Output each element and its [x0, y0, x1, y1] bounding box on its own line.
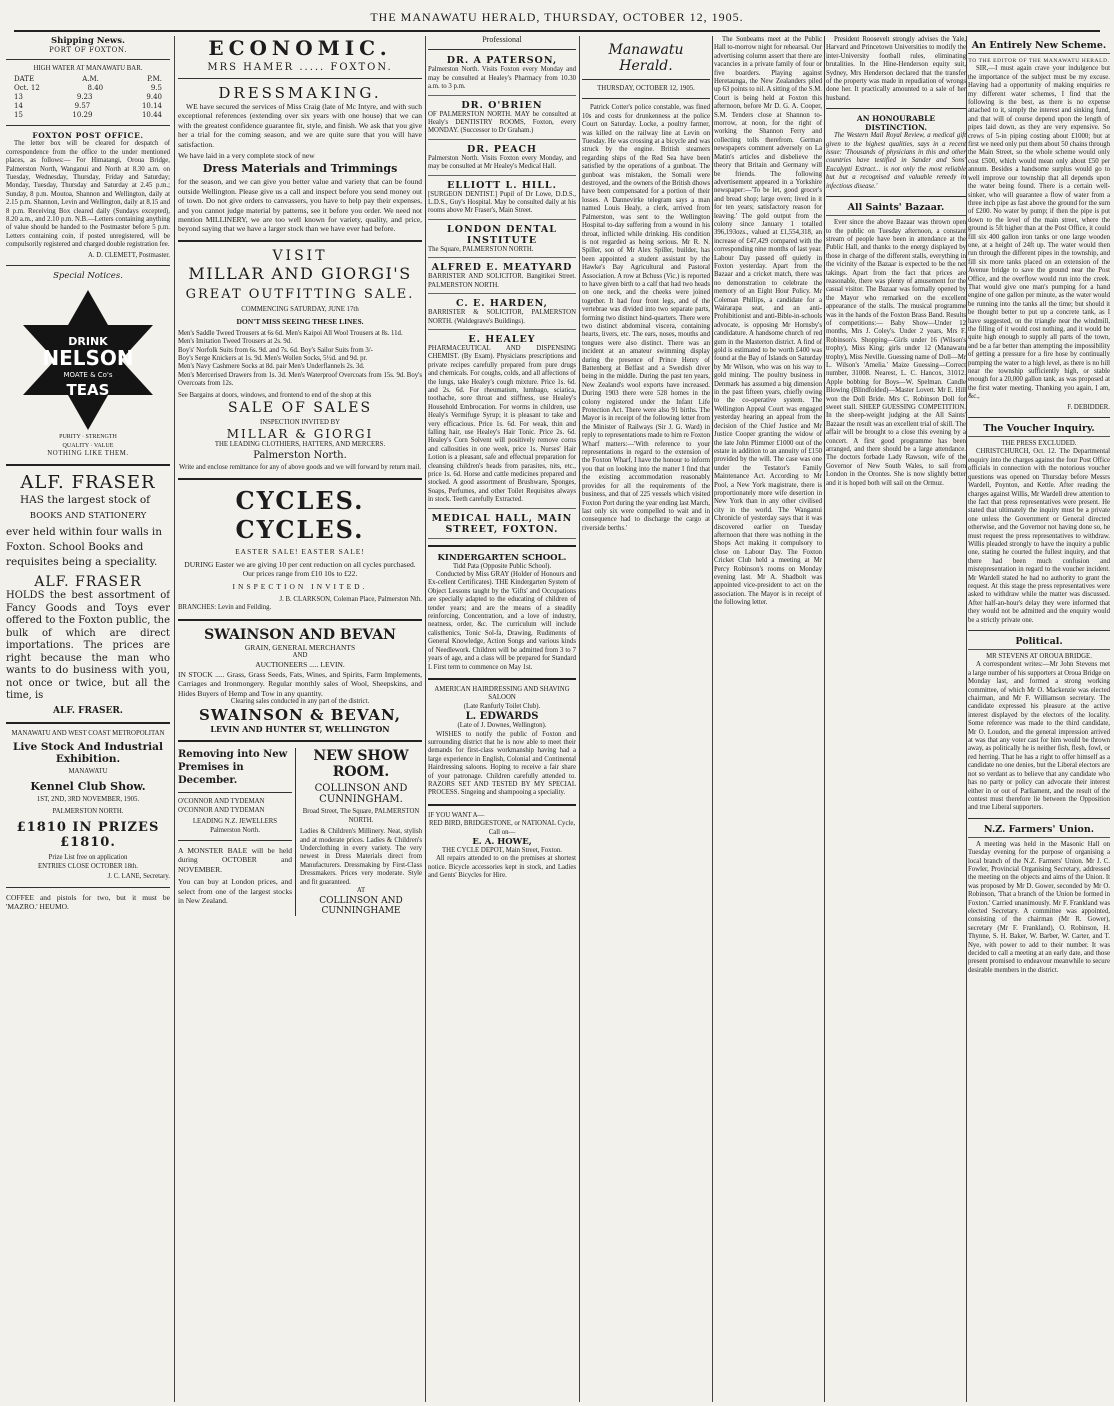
- tide-cell: 9.57: [74, 102, 91, 111]
- card-name: MEDICAL HALL, MAIN STREET, FOXTON.: [431, 512, 573, 535]
- card-text: [SURGEON DENTIST.] Pupil of Dr Lowe, D.D.S., L.D.S., Guy's Hospital. May be consulted daily at his rooms above Mr Fraser's, Main Street.: [428, 190, 576, 215]
- ladies-text: Ladies & Children's Millinery. Neat, stylish and at moderate prices. Ladies & Children's Underclothing in every variety. The very newest in Dress Materials direct from Manufacturers. Dressmaking by First-Class Dressmakers. Prices very moderate. Style and fit guaranteed.: [300, 828, 422, 886]
- dressmaking-text: WE have secured the services of Miss Craig (late of Mc Intyre, and with such exceptional references (extending over six years with one house) that we can with the greatest confidence guarantee fit, style, and finish. We ask that you give her a trial for the coming season, and we are quite sure that you will have satisfaction.: [178, 102, 422, 149]
- tide-cell: 10.44: [141, 111, 162, 120]
- card-name: DR. PEACH: [466, 143, 538, 155]
- sale-line: Men's Mercerised Drawers from 1s. 3d. Men's Waterproof Overcoats from 15s. 9d. Boy's Overcoats from 12s.: [178, 371, 422, 388]
- fraser-text-2: BOOKS AND STATIONERY: [29, 511, 147, 522]
- howe-text: All repairs attended to on the premises at shortest notice. Bicycle accessories kept in stock, and Ladies and Gents' Bicycles for Hire.: [428, 855, 576, 880]
- card-text: Palmerston North. Visits Foxton every Monday, and may be consulted at Mr Healey's Medical Hall.: [428, 154, 576, 171]
- divider: [6, 265, 170, 266]
- bazaar-heading: All Saints' Bazaar.: [826, 202, 966, 216]
- scheme-to: TO THE EDITOR OF THE MANAWATU HERALD.: [968, 58, 1110, 64]
- oconnor-advert: [178, 748, 296, 915]
- kennel-text-8: ENTRIES CLOSE OCTOBER 18th.: [38, 862, 138, 870]
- inspection-invited: INSPECTION INVITED.: [232, 582, 368, 592]
- and-text: AND: [292, 652, 308, 659]
- removing-premises: Removing into New Premises in December.: [178, 749, 288, 787]
- inspection-by: INSPECTION INVITED BY: [259, 418, 341, 426]
- coffee-notice: COFFEE and pistols for two, but it must be 'MAZRO.' HEUMO.: [6, 892, 170, 912]
- tide-cell: 10.14: [141, 102, 162, 111]
- professional-card: [428, 513, 576, 539]
- tide-cell: 13: [14, 93, 23, 102]
- dress-materials: Dress Materials and Trimmings: [202, 162, 398, 176]
- star-word-moate: MOATE & Co's: [63, 371, 113, 380]
- column-2: [178, 36, 422, 1402]
- divider: [826, 108, 966, 109]
- oroua-heading: MR STEVENS AT OROUA BRIDGE.: [986, 653, 1092, 660]
- palmerston-north-2: Palmerston North.: [210, 826, 260, 834]
- sale-line: Boy's Serge Knickers at 1s. 9d. Men's Wollen Socks, 5½d. and 9d. pr.: [178, 354, 368, 362]
- column-rule: [579, 36, 580, 1402]
- divider: [6, 887, 170, 888]
- news-text: The Sonbeams meet at the Public Hall to-morrow night for rehearsal. Our advertising column assert that there are vacancies in a private family of four or five boarders. Playing against Heretaunga, the New Zealanders piled up 63 points to nil. A sitting of the S.M. Court is being held at Foxton this afternoon, before Mr D. G. A. Cooper, S.M. Tenders close at Shannon to-morrow, at noon, for the right of working the Shannon Ferry and collecting tolls therefrom. German newspapers comment adversely on La Matin's articles and disbelieve the theory that Britain and Germany will be friends. The following advertisement appeared in a Yorkshire newspaper:—'To be let, good grocer's and bread shop; large oven; lived in it for ten years; satisfactory reason for leaving.' The gold output from the colony since January 1 totalled 396,193ozs., valued at £1,554,318, an increase of £47,429 compared with the corresponding nine months of last year. Labour Day passed off quietly in Foxton yesterday. Apart from the Bazaar and a cricket match, there was no demonstration to celebrate the memory of an Eight Hour Policy. Mr Coleman Phillips, a candidate for a Wairarapa seat, and an anti-Prohibitionist and anti-Bible-in-schools advocate, is opposing Mr Hornsby's candidature. A handsome church of red gum in the Masterton district. A find of gold is estimated to be worth £400 was found at the Bay of Islands on Saturday by Mr Wilson, who was on his way to gold mining. The poultry business in Denmark has assumed a big dimension in the past fifteen years, chiefly owing to the co-operative system. The Wellington Appeal Court was engaged yesterday hearing an appeal from the decision of the Chief Justice and Mr Justice Cooper granting the widow of the late John Plimmer £1000 out of the estate in addition to an annuity of £150 provided by the will. The case was one under the Testator's Family Maintenance Act. According to Mr Pool, a New York magistrate, there is proportionately more wife desertion in New York than in any other civilised city in the world. The Wanganui Chronicle of yesterday says that it was discovered earlier on Tuesday afternoon that there was nothing in the Shops Act making it compulsory to close on Labour Day. The Foxton Cricket Club held a meeting at Mr Percy Robinson's rooms on Monday evening last. Mr A. Shadbolt was appointed vice-president to act on the association. The Mayor is in receipt of the following letter.: [714, 36, 822, 607]
- collinson-name-2: COLLINSON AND CUNNINGHAME: [319, 895, 403, 916]
- dressmaking-text-2: for the season, and we can give you better value and variety that can be found outside Wellington. Please give us a call and inspect before you send money out of town. Do not give orders to canvassers, you have to help pay their expenses, and you cannot judge material by patterns, see it before you order. We need not mention MILLINERY, we are too well known for variety, quality, and price, beyond saying that we have a larger stock than we have ever had before.: [178, 177, 422, 234]
- easter-text: DURING Easter we are giving 10 per cent reduction on all cycles purchased. Our prices range from £10 10s to £22.: [184, 559, 416, 578]
- in-stock-text: IN STOCK ..... Grass, Grass Seeds, Fats, Wines, and Spirits, Farm Implements, Carriages and Ironmongery. Regular monthly sales of Wool, Sheepskins, and Hides Buyers of Hemp and Tow in any quantity.: [178, 669, 422, 698]
- divider: [6, 722, 170, 724]
- column-rule: [174, 36, 175, 1402]
- star-word-nelson: NELSON: [42, 346, 134, 371]
- tides-heading: HIGH WATER AT MANAWATU BAR.: [33, 65, 143, 72]
- kennel-text-6: PALMERSTON NORTH.: [52, 808, 124, 816]
- easter-sale: EASTER SALE! EASTER SALE!: [235, 547, 365, 557]
- fraser-text-3: ever held within four walls in Foxton. School Books and requisites being a speciality.: [6, 526, 163, 569]
- tide-cell: 8.40: [87, 84, 104, 93]
- want-list: RED BIRD, BRIDGESTONE, or NATIONAL Cycle, Call on—: [428, 820, 576, 836]
- divider: [178, 740, 422, 742]
- nothing-like-them: NOTHING LIKE THEM.: [47, 449, 129, 457]
- divider: [826, 196, 966, 197]
- sale-line: Men's Saddle Tweed Trousers at 6s 6d. Men's Kaipoi All Wool Trousers at 8s. 11d.: [178, 329, 403, 337]
- professional-card: [428, 100, 576, 140]
- dressmaking-heading: DRESSMAKING.: [218, 84, 382, 102]
- postmaster-signature: A. D. CLEMETT, Postmaster.: [88, 251, 170, 259]
- tide-cell: 14: [14, 102, 23, 111]
- monster-bale: A MONSTER BALE will be held during OCTOBER and NOVEMBER.: [178, 846, 292, 874]
- branches: BRANCHES: Levin and Feilding.: [178, 604, 272, 612]
- sale-line: Men's Navy Cashmere Socks at 8d. pair Men's Underflannels 2s. 3d.: [178, 363, 365, 371]
- dont-miss: DON'T MISS SEEING THESE LINES.: [236, 317, 364, 327]
- tide-row: [14, 93, 162, 102]
- tide-cell: A.M.: [82, 75, 99, 84]
- clarkson: J. B. CLARKSON, Coleman Place, Palmerston Nth.: [279, 595, 422, 603]
- edwards-text: WISHES to notify the public of Foxton and surrounding district that he is now able to meet their demands for first-class workmanship having had a large experience in English, Colonial and Continental Hairdressing saloons. Hoping to receive a fair share of your patronage. Children carefully attended to. RAZORS SET AND TESTED BY MY SPECIAL PROCESS. Singeing and shampooing a speciality.: [428, 730, 576, 797]
- professional-card: [428, 262, 576, 294]
- kindergarten-sub: Tidd Pata (Opposite Public School).: [452, 562, 552, 570]
- star-caption-bottom: QUALITY · VALUE: [62, 442, 114, 449]
- voucher-heading: The Voucher Inquiry.: [968, 423, 1110, 437]
- voucher-text: CHRISTCHURCH, Oct. 12. The Departmental enquiry into the charges against the four Post Office officials in connection with the notorious voucher questions was opened on Thursday before Messrs Wardell, Poynton, and Kettle. After reading the charges against Willis, Mr Wardell drew attention to the fact that press representatives were present. He stated that ultimately the inquiry must be a private one unless the Government or General directed otherwise, and the Governor not having done so, he must request the press representatives to withdraw. Willis pleaded strongly to have the inquiry a public one, stating he courted the fullest inquiry, and that there had been much confusion and misrepresentation in regard to the voucher incident. Mr Wardell stated he had no authority to grant the request. At this stage the press representatives were asked to withdraw while the matter was discussed. After half-an-hour's delay they were informed that they would not be admitted and the enquiry would be a strictly private one.: [968, 448, 1110, 624]
- tide-row: [14, 75, 162, 84]
- sale-of-sales: SALE OF SALES: [227, 399, 373, 416]
- news-text-1: President Roosevelt strongly advises the Yale, Harvard and Princetown Universities to modify the inter-University football rules, eliminating brutalities. In the Hine-Henderson equity suit, Sydney, Mrs Henderson declared that the transfer of the property was made in repudiation of wrongs done her. It practically amounted to a sale of her husband.: [826, 36, 966, 102]
- professional-heading: Professional: [482, 36, 522, 44]
- divider: [968, 417, 1110, 418]
- divider: [6, 59, 170, 60]
- divider: [582, 79, 710, 80]
- kennel-prize: £1810 IN PRIZES £1810.: [16, 820, 160, 851]
- hairdressing-heading: AMERICAN HAIRDRESSING AND SHAVING SALOON: [434, 685, 570, 702]
- economic-heading: ECONOMIC.: [208, 36, 392, 60]
- divider: [428, 49, 576, 50]
- professional-card: [428, 298, 576, 330]
- divider: [428, 545, 576, 547]
- star-caption-top: PURITY · STRENGTH: [59, 434, 117, 441]
- professional-card: [428, 180, 576, 220]
- grain-merchants: GRAIN, GENERAL MERCHANTS: [244, 642, 356, 652]
- divider: [178, 619, 422, 621]
- new-show-room: NEW SHOW ROOM.: [313, 748, 409, 781]
- jewellers: LEADING N.Z. JEWELLERS: [192, 818, 278, 826]
- scheme-heading: An Entirely New Scheme.: [968, 40, 1110, 54]
- hamer-line: MRS HAMER ..... FOXTON.: [207, 62, 393, 73]
- farmers-heading: N.Z. Farmers' Union.: [968, 824, 1110, 838]
- palmerston-north: Palmerston North.: [253, 449, 347, 461]
- edwards-name: L. EDWARDS: [465, 711, 539, 723]
- card-text: The Square, PALMERSTON NORTH.: [428, 245, 534, 253]
- tide-cell: Oct. 12: [14, 84, 40, 93]
- hairdressing-sub: (Late Ranfurly Toilet Club).: [463, 702, 541, 710]
- card-text: BARRISTER & SOLICITOR, PALMERSTON NORTH. (Waldegrave's Buildings).: [428, 309, 576, 325]
- honourable-heading: AN HONOURABLE DISTINCTION.: [856, 114, 936, 133]
- tides-table: [14, 75, 162, 120]
- at-text: AT: [356, 887, 366, 895]
- paper-date: THURSDAY, OCTOBER 12, 1905.: [597, 85, 695, 92]
- fraser-text-1: HAS the largest stock of: [20, 494, 151, 507]
- fraser-text-4: HOLDS the best assortment of Fancy Goods and Toys ever offered to the Foxton public, the bulk of which are direct importations. The prices are right because the man who wants to do business with you, not once or twice, but all the time, is: [6, 590, 170, 702]
- divider: [178, 78, 422, 79]
- sale-line: Men's Imitation Tweed Trousers at 2s. 9d.: [178, 338, 292, 346]
- column-5: [714, 36, 822, 1402]
- honourable-text: The Western Mail Royal Review, a medical gift given to the highest qualities, says in a recent issue: 'Thousands of physicians in this and other countries have testified in Sander and Sons' Eucalypti Extract... is not only the most reliable but but a recognised and valuable remedy in infectious disease.': [826, 132, 966, 190]
- kindergarten-text: Conducted by Miss GRAY (Holder of Honours and Ex-cellent Certificates). THE Kindergarten System of Object Lessons taught by the 'Gifts' and Occupations are specially adapted to the educating of children of tender years; and are the means of a steadily reinforcing, Concentration, and a love of industry, neatness, order, &c. The curriculum will include calisthenics, Tonic Sol-fa, Drawing, Rudiments of General Knowledge, Action Songs and various kinds of Needlework. Children will be admitted from 3 to 7 years of age, and a class will be prepared for Standard I. First term to commence on May 1st.: [428, 571, 576, 671]
- professional-cards: [428, 55, 576, 538]
- divider: [178, 792, 292, 793]
- monster-text: You can buy at London prices, and select from one of the largest stocks in New Zealand.: [178, 877, 292, 906]
- divider: [6, 125, 170, 126]
- farmers-text: A meeting was held in the Masonic Hall on Tuesday evening for the purpose of organising a local branch of the N.Z. Farmers' Union. Mr J. C. Fowler, Provincial Organising Secretary, addressed the meeting on the objects and aims of the Union. It was proposed by Mr D. Gower, seconded by Mr O. Robinson, 'That a branch of the Union be formed in Foxton.' Carried unanimously. Mr F. Frankland was elected Secretary. A committee was appointed, consisting of the chairman (Mr R. Gower), secretary (Mr F. Frankland), O. Robinson, H. Thynne, S. H. Baker, W. Barber, W. Carter, and T. Nye, with power to add to their number. It was decided to call a meeting at an early date, and those present promised to endeavour meanwhile to secure desirable members in the district.: [968, 840, 1110, 974]
- column-3: [428, 36, 576, 1402]
- kennel-text-3: MANAWATU: [68, 768, 108, 776]
- divider: [428, 804, 576, 806]
- millar-heading: MILLAR AND GIORGI'S: [188, 263, 412, 283]
- column-1: [6, 36, 170, 1402]
- kennel-signature: J. C. LANE, Secretary.: [107, 873, 170, 881]
- column-rule: [966, 36, 967, 1402]
- kennel-text-5: 1ST, 2ND, 3RD NOVEMBER, 1905.: [36, 795, 140, 803]
- stock-line: We have laid in a very complete stock of new: [178, 151, 315, 161]
- kennel-text-2: Live Stock And Industrial Exhibition.: [13, 741, 163, 766]
- professional-card: [428, 334, 576, 509]
- star-word-drink: DRINK: [68, 335, 108, 349]
- sale-lines-list: [178, 330, 422, 389]
- fraser-signature: ALF. FRASER.: [53, 705, 123, 716]
- great-sale: GREAT OUTFITTING SALE.: [185, 286, 415, 302]
- broad-street: Broad Street, The Square, PALMERSTON NORTH.: [302, 808, 420, 824]
- divider: [178, 840, 292, 841]
- card-name: LONDON DENTAL INSTITUTE: [447, 223, 557, 246]
- divider: [968, 630, 1110, 631]
- professional-card: [428, 55, 576, 95]
- millar-giorgi: MILLAR & GIORGI: [226, 427, 374, 442]
- divider: [968, 818, 1110, 819]
- card-text: BARRISTER AND SOLICITOR. Bangitikei Street. PALMERSTON NORTH.: [428, 273, 576, 289]
- masthead: [14, 6, 1100, 32]
- collinson-advert: [300, 748, 422, 915]
- swainson-heading: SWAINSON AND BEVAN: [204, 626, 396, 643]
- oconnor-name-1: O'CONNOR AND TYDEMAN: [178, 798, 265, 806]
- professional-card: [428, 144, 576, 176]
- post-office-notice: The letter box will be cleared for despatch of correspondence from the office to the under mentioned places, as follows:— For Himatangi, Oroua Bridge, Palmerston North, Wanganui and North at 8.30 a.m. on Tuesday, Wednesday, Thursday, Friday and Saturday; Monday, Tuesday, Thursday and Saturday at 2.45 p.m.; Sunday, 8 p.m. Moutoa, Shannon and Wellington, daily at 2.15 p.m. Shannon, Levin and Wellington, daily at 8.15 and 8 p.m. Receiving Box cleared daily (Sundays excepted), 8.20 a.m., and 2.10 p.m. N.B.—Letters containing anything of value should be handed to the Postmaster before 5 p.m. Letters containing coin, if posted unregistered, will be compulsorily registered and charged double registration fee.: [6, 140, 170, 249]
- port-heading: PORT OF FOXTON.: [48, 46, 128, 54]
- column-6: [826, 36, 966, 1402]
- divider: [178, 240, 422, 242]
- voucher-sub: THE PRESS EXCLUDED.: [1001, 440, 1077, 448]
- tide-cell: 10.29: [72, 111, 93, 120]
- levin-hunter-st: LEVIN AND HUNTER ST, WELLINGTON: [210, 724, 390, 735]
- card-text: PHARMACEUTICAL AND DISPENSING CHEMIST. (By Exam). Physicians prescriptions and private recipes carefully prepared from pure drugs and chemicals. For coughs, colds, and all affections of the lungs, take Healey's cough mixture. Price 1s. 6d. and 2s. 6d. For rheumatism, lumbago, sciatica, toothache, sore throat and stiffness, use Healey's Household Embrocation. For worms in children, use Healy's Vermifuge Syrup; it is pleasant to take and very efficacious. Price 1s. 6d. For weak, thin and falling hair, use Healey's Hair Tonic. Price 2s. 6d. Healey's Corn Solvent will positively remove corns and callosities in one week, price 1s. Nurses' Hair Lotion is a pleasant, safe and effectual preparation for cleansing children's heads from parasites, nits, etc., price 1s. 6d. Horse and cattle medicines prepared and stocked. A good assortment of Brushware, Sponges, Soaps, Perfumes, and other Toilet Requisites always in stock. Teeth carefully Extracted.: [428, 344, 576, 504]
- masthead-title: THE MANAWATU HERALD, THURSDAY, OCTOBER 12, 1905.: [370, 10, 744, 24]
- howe-name: E. A. HOWE,: [472, 837, 532, 847]
- column-4: [582, 36, 710, 1402]
- divider: [6, 464, 170, 466]
- card-name: ELLIOTT L. HILL.: [447, 179, 557, 191]
- swainson-heading-2: SWAINSON & BEVAN,: [199, 706, 401, 725]
- kennel-text-1: MANAWATU AND WEST COAST METROPOLITAN: [11, 729, 165, 737]
- tide-cell: 9.23: [76, 93, 93, 102]
- shipping-heading: Shipping News.: [51, 36, 125, 46]
- column-7: [968, 36, 1110, 1402]
- kindergarten-heading: KINDERGARTEN SCHOOL.: [437, 552, 567, 563]
- collinson-name: COLLINSON AND CUNNINGHAM.: [314, 783, 408, 806]
- want-heading: IF YOU WANT A—: [428, 811, 485, 819]
- howe-sub: THE CYCLE DEPOT, Main Street, Foxton.: [442, 847, 562, 854]
- tide-cell: P.M.: [147, 75, 162, 84]
- oconnor-name-2: O'CONNOR AND TYDEMAN: [178, 806, 265, 814]
- kennel-text-7: Prize List free on application: [48, 854, 128, 862]
- star-word-teas: TEAS: [66, 381, 110, 400]
- divider: [582, 98, 710, 99]
- card-name: ALFRED E. MEATYARD: [431, 262, 573, 274]
- clearing-sales: Clearing sales conducted in any part of the district.: [230, 698, 370, 706]
- tide-row: [14, 111, 162, 120]
- tide-cell: DATE: [14, 75, 35, 84]
- card-name: DR. A PATERSON,: [446, 55, 558, 67]
- card-text: OF PALMERSTON NORTH. MAY be consulted at Healy's DENTISTRY ROOMS, Foxton, every MONDAY. (Successor to Dr Graham.): [428, 110, 576, 135]
- cycles-heading: CYCLES. CYCLES.: [235, 486, 365, 545]
- fraser-heading: ALF. FRASER: [20, 472, 156, 494]
- bazaar-text: Ever since the above Bazaar was thrown open to the public on Tuesday afternoon, a constant stream of people have been in attendance at the Public Hall, and thanks to the energy displayed by those in charge of the different stalls, everything in the vicinity of the Bazaar is expected to be the net takings. Apart from the fact that prices are reasonable, there was plenty of amusement for the casual visitor. The Bazaar was formally opened by the Mayor who remarked on the excellent appearance of the stalls. The musical programme was in the hands of the Foxton Brass Band. Results of competitions:— Baby Show—Under 12 months, Mrs J. Coley's. Under 2 years, Mrs F. Robinson's. Shopping—Girls under 16 (Wilson's trophy), Miss King; girls under 12 (Manawatu trophy), Miss Neville. Guessing name of Doll—Mr L. Wilson's 'Amelia.' Maize Guessing—Correct number, 31008. Nearest, L. C. Hancox, 31012. Apple bobbing for Boys—W. Spelman. Candle Blowing (Blindfolded)—Master Lovett. Mr E. Hill won the Doll Bride. Mrs C. Robinson Doll for sweet stall. SHEEP GUESSING COMPETITION. In the sheep-weight judging at the All Saints' Bazaar the result was an excellent trial of skill. The affair will be brought to a close this evening by a concert. A first good programme has been arranged, and there should be a large attendance. The doctors forbade Lady Rawson, wife of the Governor of New South Wales, to sail from London in the Orontes. She is now slightly better and it is hoped both will sail on the Ormuz.: [826, 219, 966, 487]
- tide-row: [14, 84, 162, 93]
- clothiers: THE LEADING CLOTHIERS, HATTERS, AND MERCERS.: [214, 441, 386, 449]
- auctioneers: AUCTIONEERS ..... LEVIN.: [255, 660, 345, 670]
- fraser-heading-2: ALF. FRASER: [34, 574, 142, 591]
- edwards-sub: (Late of J. Downes, Wellington).: [457, 722, 547, 730]
- card-name: E. HEALEY: [468, 333, 536, 345]
- tide-cell: 9.5: [150, 84, 162, 93]
- bargains-line: See Bargains at doors, windows, and frontend to end of the shop at this: [178, 391, 372, 399]
- card-name: DR. O'BRIEN: [461, 99, 543, 111]
- news-text: Patrick Cotter's police constable, was fined 10s and costs for drunkenness at the police Court on Saturday. Locke, a poultry farmer, was killed on the railway line at Levin on Tuesday. He was crossing at a bicycle and was struck by the engine. British steamers regarding ships of the Red Sea have been satisfied by the operations of a gunboat. The gunboat was mistaken, the Somali were destroyed, and the owners of the British dhows have been compensated for a portion of their losses. A Dannevirke telegram says a man named Louis Healy, a clerk, arrived from Palmerston, was sent to the Wellington Hospital to-day suffering from a wound in his throat, inflicted while drinking. His condition is not regarded as being serious. Mr R. N. Spiller, son of Mr Alex Spiller, builder, has been appointed a student assistant by the Hawke's Bay Agricultural and Pastoral Association. A row at Bchuss (Vic.) is reported to have given birth to a calf that had two heads on one neck, and the cheeks were joined together. It had four front legs, and of the vertebrae was divided into two separate parts, forming two distinct hind-quarters. There were two distinct abdominal viscera, containing hearts, livers, etc. The ears, noses, mouths and tongues were also distinct. There was an incident at an amateur swimming display during the presence of Prince Henry of Battenberg at Belfast and a Swedish diver being in the middle. During the past ten years, New Zealand's wool exports have increased. During 1903 there were 528 homes in the colony registered under the Infant Life Protection Act. There were also 91 births. The Mayor is in receipt of the following letter from the Minister of Railways (Sir J. G. Ward) in reply to representations made to him re Foxton Wharf matters:—'With reference to your representations in regard to the extension of the Foxton Wharf, I have the honour to inform you that on looking into the matter I find that the existing accommodation reasonably provides for all the requirements of the business, and that of 225 vessels which visited Foxton Port during the year ending last March, last only six were compelled to wait and in consequence had to discharge the cargo at riverside berths.': [582, 104, 710, 532]
- visit-heading: VISIT: [272, 247, 328, 264]
- divider: [178, 478, 422, 480]
- scheme-text: SIR,—I must again crave your indulgence but the importance of the subject must be my excuse. Having had a opportunity of making enquiries re my different water schemes, I find that the following is the best, as there is no expense attached to it, simply the interest and sinking fund, and that will of course depend upon the length of pipes laid down, as they are very expensive. So crews of 5-in piping costing about £1000; but at first we need only put them about 50 chains through the Main Street, so the whole scheme would only cost £500, which would mean only about £50 per annum. Besides a handsome surplus would go to well improve our township that all depends upon the water being found. There is a certain well-sinker, who will guarantee a flow of water from a three inch pipe as fast above the ground for the sum of £200. No water by pump; if then the pipe is put down to the level of the main street, where the ground is 5ft higher than at the Post Office, it could fill six 400 gallon iron tanks or one large wooden one, at a height of 24ft up. The water would then run through the different pipes in the township, and fill six more tanks placed on an extension of the Avenue bridge to save the ground near the Post Office, and the overflow would run into the creek. That would give one man's pumping for a hand engine of one gallon per minute, as the water would be running into the tanks all the time; but should it be thought better to put up a concrete tank, as I have suggested, on the triangle near the windmill, the filling of it would cost nothing, and it would be quite high enough to supply all parts of the town, and be a far better than attempting the impossibility of getting a pressure for a fire hose by continually pumping the water to a high level, as there is no hill near the township sufficiently high, or stable enough for a 20,000 gallon tank, as was proposed at the first water meeting. Thanking you again, I am, &c.,: [968, 65, 1110, 401]
- special-notices-heading: Special Notices.: [53, 271, 123, 282]
- commencing: COMMENCING SATURDAY, JUNE 17th: [241, 305, 359, 313]
- paper-title: Manawatu Herald.: [608, 42, 684, 74]
- sale-line: Boy's' Norfolk Suits from 6s. 9d. and 7s. 6d. Boy's Sailor Suits from 3/-: [178, 346, 373, 354]
- tide-row: [14, 102, 162, 111]
- kennel-text-4: Kennel Club Show.: [30, 779, 146, 793]
- scheme-signature: F. DEBIDDER.: [1067, 403, 1110, 411]
- write-enclose: Write and enclose remittance for any of above goods and we will forward by return mail.: [178, 463, 422, 471]
- professional-card: [428, 224, 576, 258]
- oroua-text: A correspondent writes:—Mr John Stevens met a large number of his supporters at Oroua Bridge on Monday last, and formed a strong working committee, of which Mr O. Mackenzie was elected chairman, and Mr F. Williamson secretary. The candidate expressed his pleasure at the active interest displayed by the electors of the locality. Some reference was made to the third candidate, Mr O. Loudon, and the general impression arrived at was that any voter cast for him would be thrown away, as politically he is neither fish, flesh, fowl, or red herring. That he has a right to offer himself as a candidate no one denies, but the Liberal electors are not so verdant as to believe that any candidate who has no party or policy can advocate their interest either in or out of Parliament, and the result of the contest must therefore lie between the Opposition and true Liberal supporters.: [968, 661, 1110, 812]
- card-text: Palmerston North. Visits Foxton every Monday and may be consulted at Healey's Pharmacy from 10.30 a.m. to 3 p.m.: [428, 66, 576, 91]
- column-rule: [425, 36, 426, 1402]
- political-heading: Political.: [968, 636, 1110, 650]
- card-name: C. E. HARDEN,: [456, 298, 548, 310]
- post-office-heading: FOXTON POST OFFICE.: [32, 131, 144, 141]
- nelson-teas-star-logo: [13, 285, 163, 435]
- column-rule: [712, 36, 713, 1402]
- tide-cell: 15: [14, 111, 23, 120]
- tide-cell: 9.40: [146, 93, 162, 102]
- divider: [428, 678, 576, 680]
- column-rule: [824, 36, 825, 1402]
